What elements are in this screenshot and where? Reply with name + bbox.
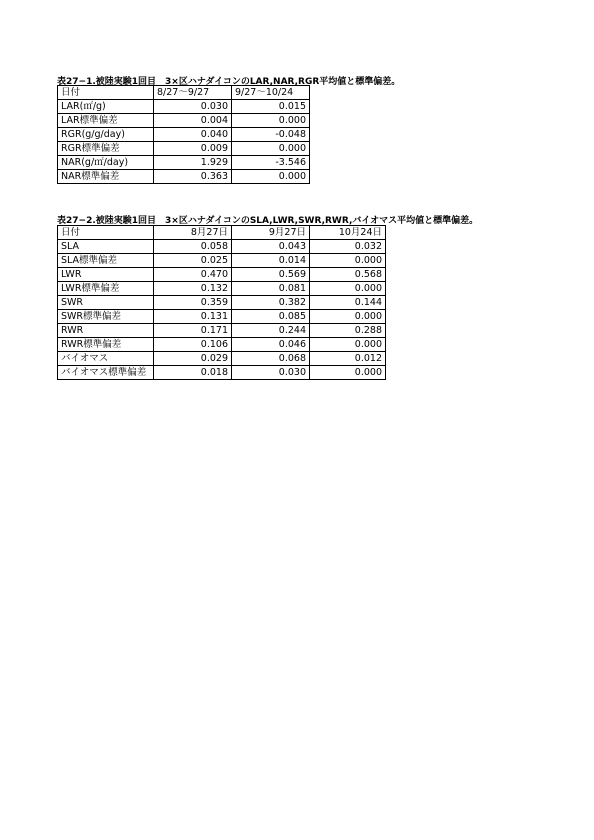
table-cell: 0.043 [232,240,310,254]
table-cell: 0.000 [310,254,386,268]
table-cell: 0.000 [310,366,386,380]
table-row [58,338,386,352]
table-header-row [58,226,386,240]
row-label: バイオマス [58,352,154,366]
row-label: NAR(g/㎡/day) [58,156,154,170]
table-row [58,142,310,156]
row-label: LAR標準偏差 [58,114,154,128]
table-cell: 0.068 [232,352,310,366]
table-cell: 0.171 [154,324,232,338]
table-cell: 0.081 [232,282,310,296]
table-cell: 0.032 [310,240,386,254]
table-row [58,128,310,142]
table-cell: 0.018 [154,366,232,380]
column-header: 10月24日 [310,226,386,240]
row-label: RGR標準偏差 [58,142,154,156]
table-cell: 0.025 [154,254,232,268]
table-row [58,296,386,310]
column-header: 8月27日 [154,226,232,240]
table2-caption: 表27−2.被陸実験1回目 3×区ハナダイコンのSLA,LWR,SWR,RWR,バイオマス平均値と標準偏差。 [57,216,479,226]
row-label: RWR標準偏差 [58,338,154,352]
table-cell: 0.569 [232,268,310,282]
table-cell: -0.048 [232,128,310,142]
row-label: LWR [58,268,154,282]
table-cell: 0.000 [310,338,386,352]
table-row [58,282,386,296]
table-header-row [58,86,310,100]
table-cell: 0.000 [232,170,310,184]
row-label: LWR標準偏差 [58,282,154,296]
row-label: LAR(㎡/g) [58,100,154,114]
row-label: RWR [58,324,154,338]
table-cell: 0.000 [310,310,386,324]
table-row [58,268,386,282]
table-cell: 0.014 [232,254,310,268]
table-cell: 0.029 [154,352,232,366]
column-header: 9月27日 [232,226,310,240]
table-cell: 0.040 [154,128,232,142]
table-cell: 0.004 [154,114,232,128]
table-cell: 0.030 [232,366,310,380]
table-cell: 0.288 [310,324,386,338]
table-cell: 1.929 [154,156,232,170]
table-cell: 0.470 [154,268,232,282]
table-cell: -3.546 [232,156,310,170]
table-cell: 0.106 [154,338,232,352]
table-cell: 0.359 [154,296,232,310]
table-cell: 0.009 [154,142,232,156]
table-row [58,352,386,366]
table-cell: 0.568 [310,268,386,282]
table-row [58,366,386,380]
table-cell: 0.382 [232,296,310,310]
table-cell: 0.030 [154,100,232,114]
table-cell: 0.132 [154,282,232,296]
row-label: RGR(g/g/day) [58,128,154,142]
column-header: 日付 [58,226,154,240]
table-row [58,170,310,184]
table-cell: 0.244 [232,324,310,338]
table-cell: 0.046 [232,338,310,352]
row-label: NAR標準偏差 [58,170,154,184]
table-cell: 0.000 [310,282,386,296]
table-cell: 0.000 [232,142,310,156]
table-cell: 0.144 [310,296,386,310]
lar-nar-rgr-table [57,85,310,184]
table1-caption: 表27−1.被陸実験1回目 3×区ハナダイコンのLAR,NAR,RGR平均値と標準偏差。 [57,77,401,87]
table-row [58,310,386,324]
table-cell: 0.085 [232,310,310,324]
table-row [58,324,386,338]
column-header: 日付 [58,86,154,100]
table-cell: 0.012 [310,352,386,366]
column-header: 8/27～9/27 [154,86,232,100]
table-cell: 0.015 [232,100,310,114]
row-label: バイオマス標準偏差 [58,366,154,380]
column-header: 9/27～10/24 [232,86,310,100]
table-row [58,100,310,114]
table-row [58,156,310,170]
table-row [58,240,386,254]
row-label: SLA標準偏差 [58,254,154,268]
table-cell: 0.363 [154,170,232,184]
table-cell: 0.000 [232,114,310,128]
table-cell: 0.058 [154,240,232,254]
table-row [58,254,386,268]
row-label: SWR標準偏差 [58,310,154,324]
table-cell: 0.131 [154,310,232,324]
row-label: SLA [58,240,154,254]
row-label: SWR [58,296,154,310]
sla-lwr-swr-rwr-table [57,225,386,380]
table-row [58,114,310,128]
